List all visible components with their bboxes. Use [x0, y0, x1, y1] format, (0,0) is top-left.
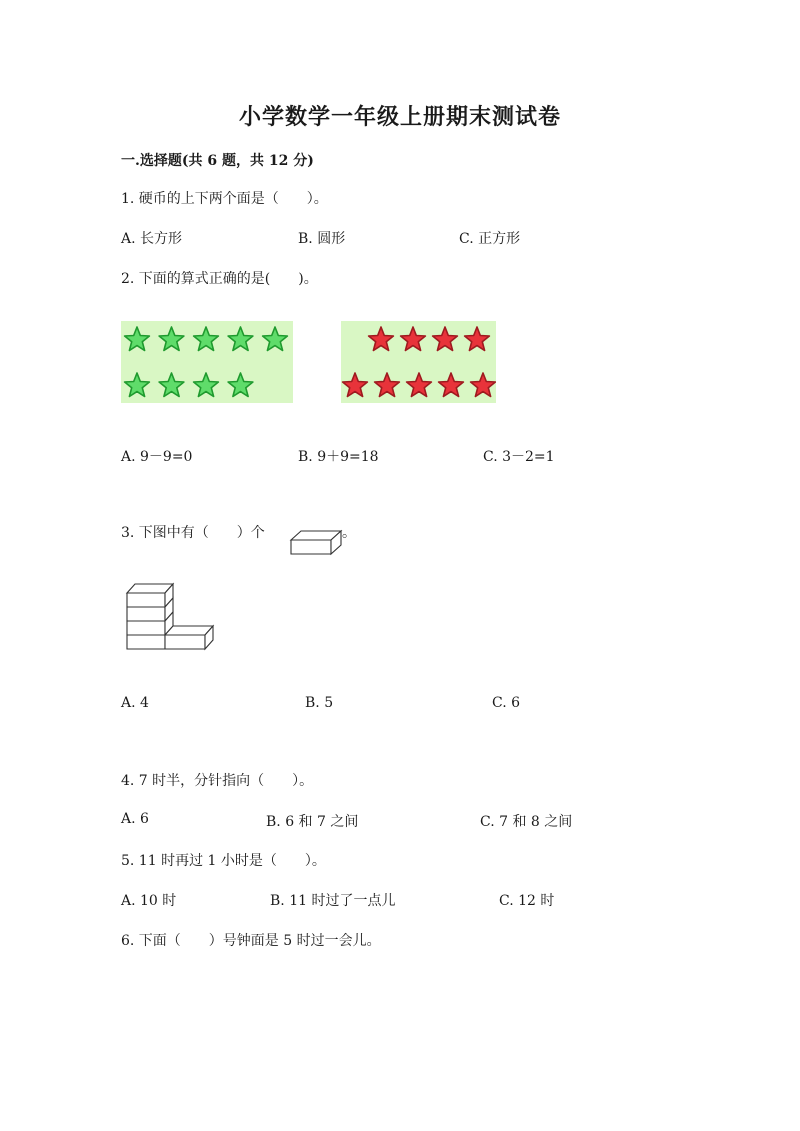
question-1: 1. 硬币的上下两个面是（ ）。 [121, 191, 328, 207]
q2-option-a[interactable]: A. 9－9=0 [121, 449, 193, 465]
section-heading: 一.选择题(共 6 题，共 12 分) [121, 153, 314, 169]
star-icon [369, 327, 394, 351]
q4-option-c[interactable]: C. 7 和 8 之间 [480, 814, 573, 830]
star-icon [228, 327, 253, 351]
single-block-icon [288, 526, 346, 558]
q3-option-b[interactable]: B. 5 [305, 695, 334, 711]
star-icon [465, 327, 490, 351]
green-star-panel [121, 321, 293, 403]
star-icon [159, 373, 184, 397]
star-icon [194, 327, 219, 351]
page-title: 小学数学一年级上册期末测试卷 [238, 104, 561, 130]
star-icon [228, 373, 253, 397]
q1-option-a[interactable]: A. 长方形 [121, 231, 183, 247]
q2-option-b[interactable]: B. 9＋9=18 [298, 449, 379, 465]
star-icon [194, 373, 219, 397]
star-icon [401, 327, 426, 351]
q5-option-a[interactable]: A. 10 时 [121, 893, 177, 909]
star-icon [159, 327, 184, 351]
star-icon [343, 373, 368, 397]
star-icon [433, 327, 458, 351]
star-icon [407, 373, 432, 397]
q5-option-b[interactable]: B. 11 时过了一点儿 [270, 893, 396, 909]
red-star-panel [341, 321, 496, 403]
star-icon [125, 327, 150, 351]
block-stack-figure [124, 578, 218, 652]
q4-option-a[interactable]: A. 6 [121, 811, 149, 827]
green-stars-figure [121, 321, 293, 403]
q3-option-a[interactable]: A. 4 [121, 695, 149, 711]
question-3-text: 3. 下图中有（ ）个 [121, 525, 265, 541]
q5-option-c[interactable]: C. 12 时 [499, 893, 555, 909]
question-6: 6. 下面（ ）号钟面是 5 时过一会儿。 [121, 933, 381, 949]
star-icon [439, 373, 464, 397]
q3-option-c[interactable]: C. 6 [492, 695, 521, 711]
star-icon [263, 327, 288, 351]
red-stars-figure [341, 321, 496, 403]
question-5: 5. 11 时再过 1 小时是（ ）。 [121, 853, 326, 869]
star-icon [375, 373, 400, 397]
q2-option-c[interactable]: C. 3－2=1 [483, 449, 555, 465]
star-icon [125, 373, 150, 397]
question-3-end: 。 [342, 525, 356, 541]
star-icon [471, 373, 496, 397]
q1-option-c[interactable]: C. 正方形 [459, 231, 521, 247]
question-2: 2. 下面的算式正确的是( )。 [121, 271, 318, 287]
q1-option-b[interactable]: B. 圆形 [298, 231, 346, 247]
question-4: 4. 7 时半，分针指向（ ）。 [121, 773, 314, 789]
q4-option-b[interactable]: B. 6 和 7 之间 [266, 814, 359, 830]
